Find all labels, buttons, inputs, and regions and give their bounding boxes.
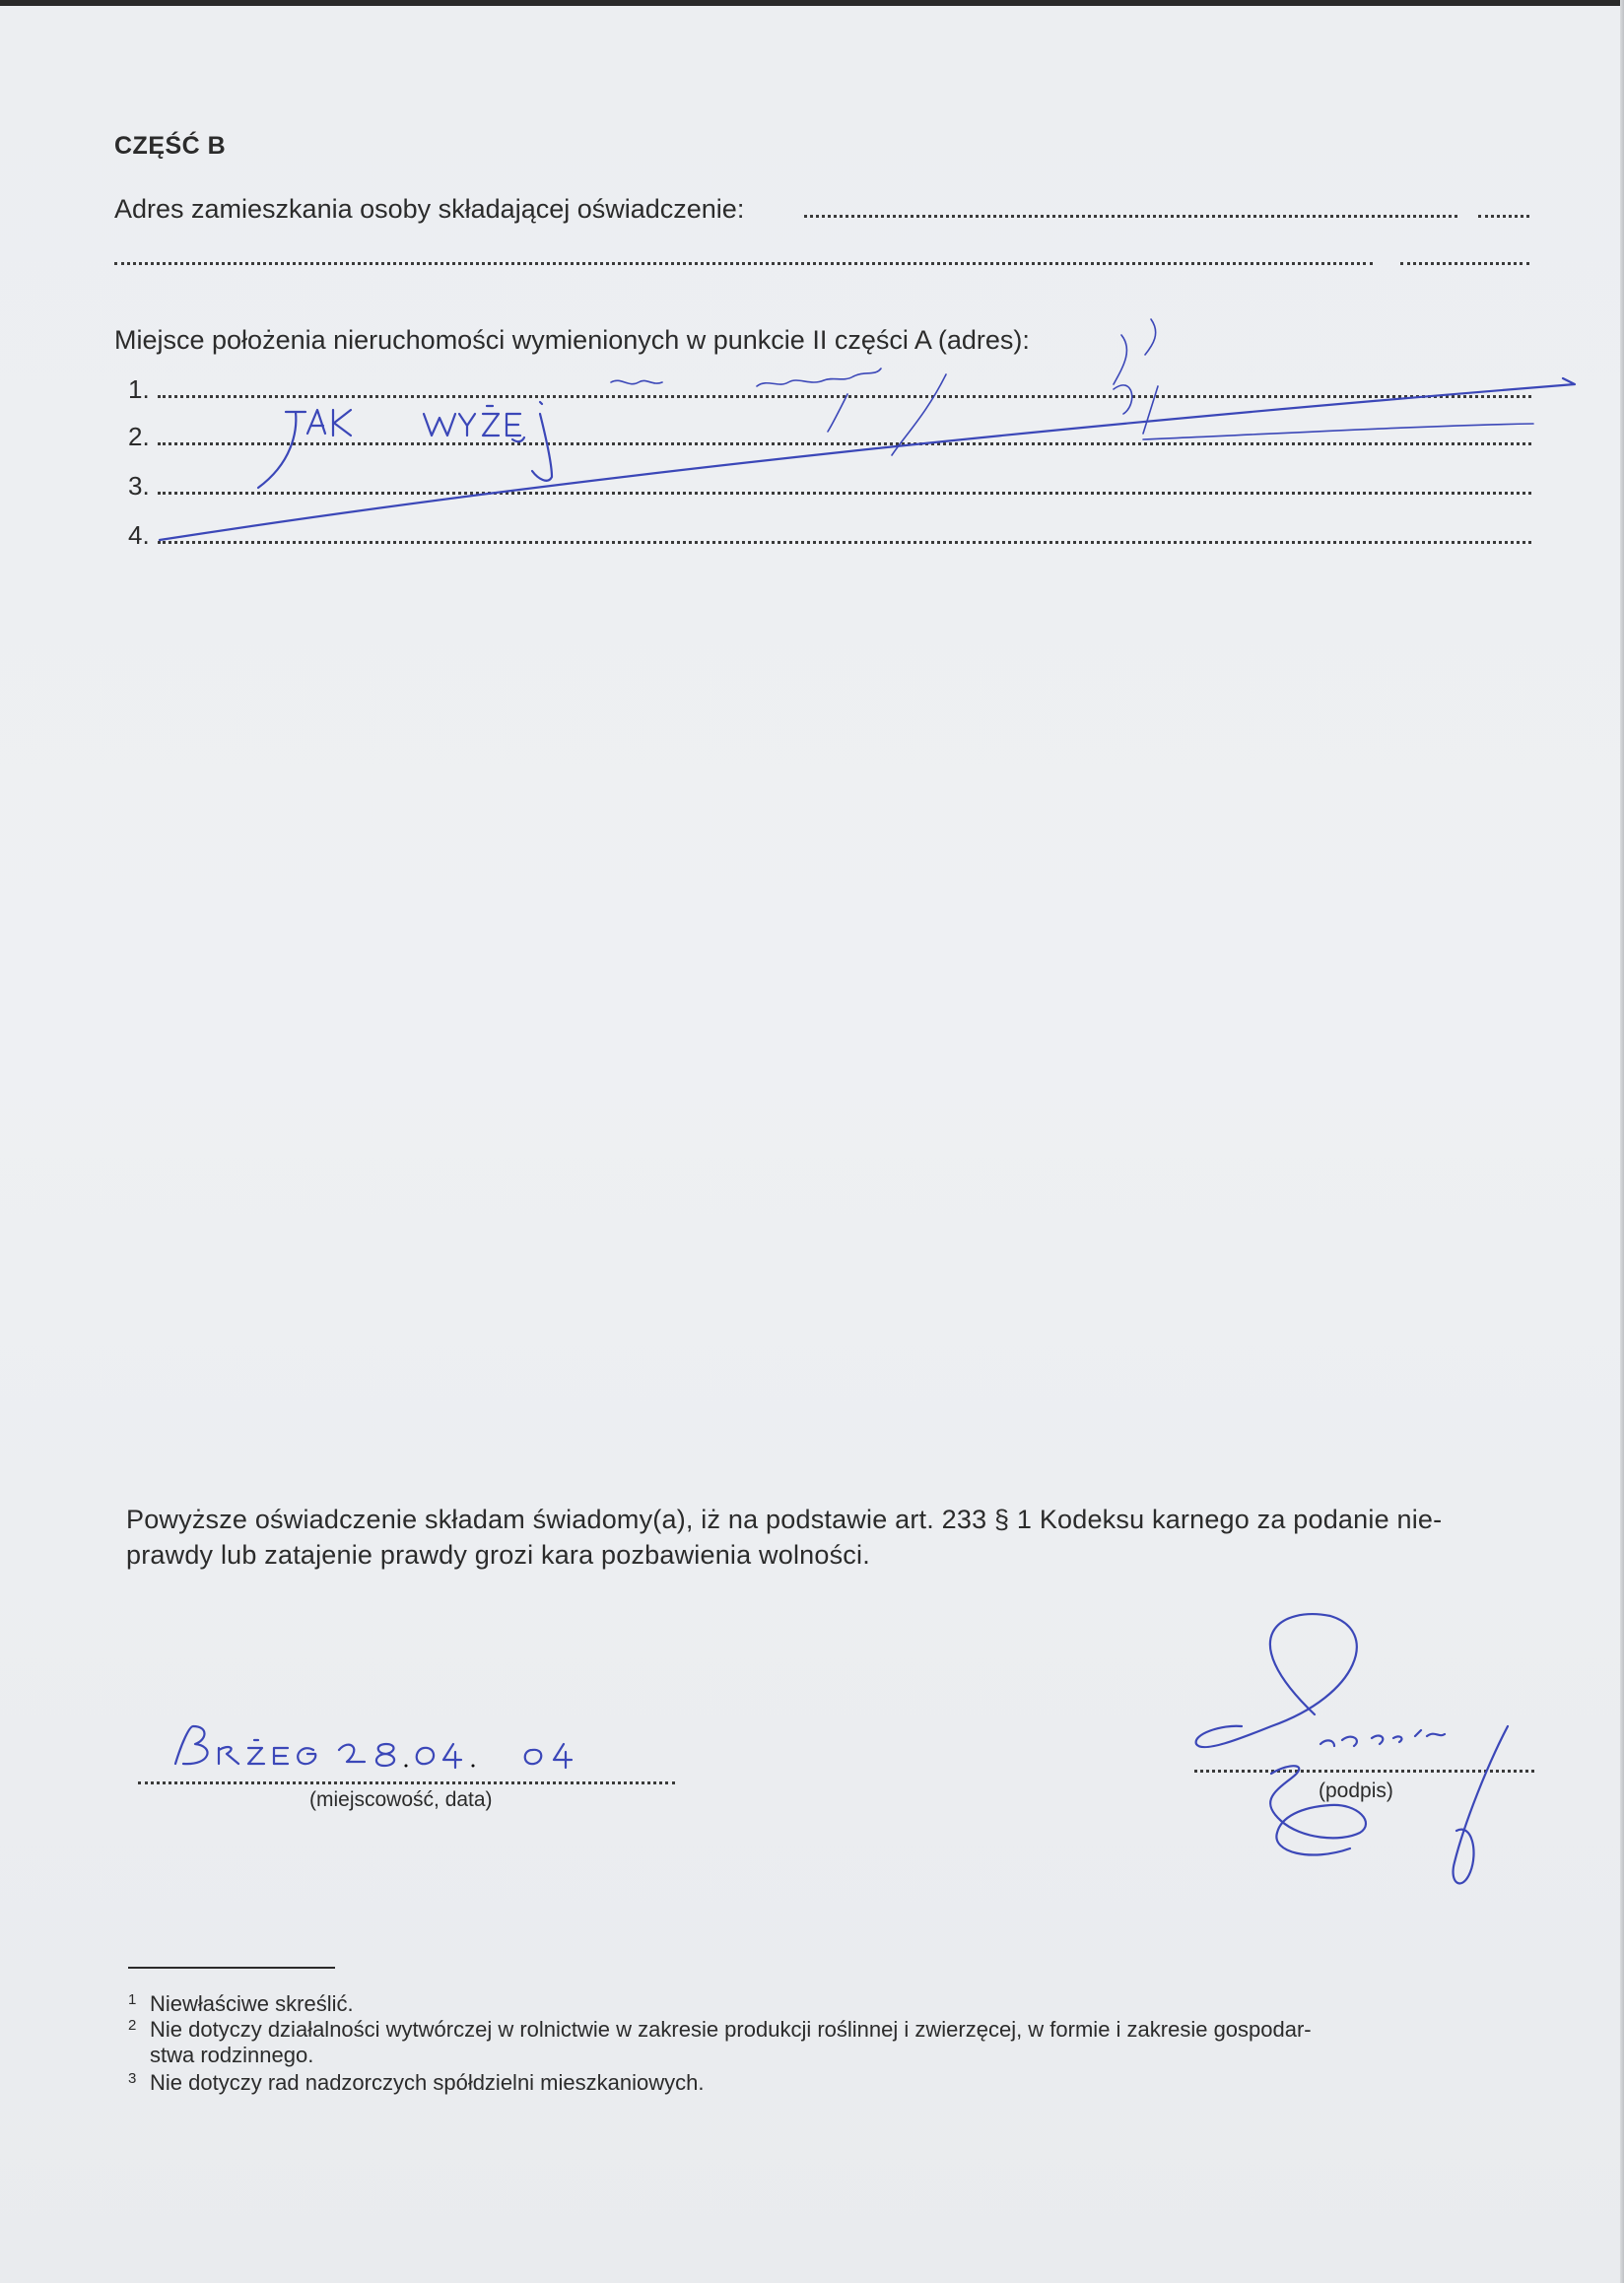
- property-item-2-line: [158, 442, 1531, 445]
- handwritten-place-date: [175, 1726, 572, 1768]
- signature-line: [1194, 1770, 1534, 1773]
- property-item-4-line: [158, 541, 1531, 544]
- footnote-2-text-cont: stwa rodzinnego.: [150, 2043, 314, 2067]
- property-item-1-number: 1.: [128, 374, 150, 404]
- address-dotted-line-2b: [1400, 262, 1529, 265]
- address-dotted-line-1b: [1478, 215, 1529, 218]
- footnote-3-text: Nie dotyczy rad nadzorczych spółdzielni mieszkaniowych.: [150, 2070, 705, 2095]
- footnote-1-mark: 1: [128, 1991, 137, 2008]
- address-label: Adres zamieszkania osoby składającej oświadczenie:: [114, 194, 745, 224]
- address-dotted-line-1a: [804, 215, 1457, 218]
- footnote-rule: [128, 1967, 335, 1969]
- footnote-1-text: Niewłaściwe skreślić.: [150, 1991, 354, 2016]
- footnote-2-mark: 2: [128, 2017, 137, 2034]
- footnote-3-mark: 3: [128, 2070, 137, 2087]
- property-label: Miejsce położenia nieruchomości wymienionych w punkcie II części A (adres):: [114, 325, 1030, 355]
- property-item-3-number: 3.: [128, 471, 150, 501]
- property-item-1-line: [158, 395, 1531, 398]
- statement-line-2: prawdy lub zatajenie prawdy grozi kara pozbawienia wolności.: [126, 1540, 870, 1570]
- strikeout-line-2: [1143, 424, 1533, 439]
- property-item-2-number: 2.: [128, 422, 150, 451]
- address-dotted-line-2a: [114, 262, 1373, 265]
- statement-line-1: Powyższe oświadczenie składam świadomy(a), iż na podstawie art. 233 § 1 Kodeksu karnego za podanie nie-: [126, 1505, 1443, 1534]
- scan-edge-top: [0, 0, 1624, 6]
- scribble-mark-2: [1114, 385, 1158, 434]
- strikeout-line-1: [160, 378, 1575, 540]
- place-date-caption: (miejscowość, data): [309, 1788, 493, 1811]
- section-title: CZĘŚĆ B: [114, 132, 227, 160]
- signature-caption: (podpis): [1319, 1779, 1393, 1802]
- property-item-3-line: [158, 492, 1531, 495]
- place-date-line: [138, 1781, 675, 1784]
- scan-edge-right: [1620, 0, 1624, 2283]
- scribble-mark-1: [1114, 319, 1156, 384]
- footnote-2-text: Nie dotyczy działalności wytwórczej w rolnictwie w zakresie produkcji roślinnej i zwierzęcej, w formie i zakresie gospodar-: [150, 2017, 1312, 2042]
- property-item-4-number: 4.: [128, 520, 150, 550]
- handwritten-signature: [1196, 1614, 1508, 1883]
